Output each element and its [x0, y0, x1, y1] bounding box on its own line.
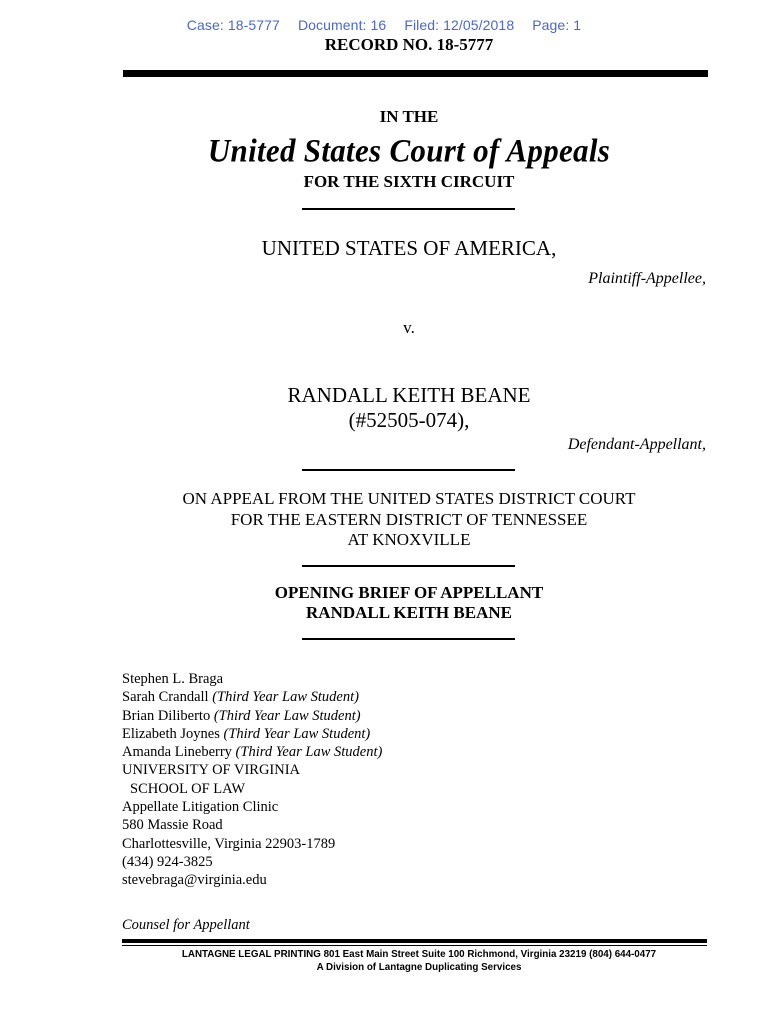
appeal-line-2: FOR THE EASTERN DISTRICT OF TENNESSEE [230, 509, 588, 529]
school-name: UNIVERSITY OF VIRGINIA [122, 762, 301, 779]
printer-line-1: LANTAGNE LEGAL PRINTING 801 East Main Street Suite 100 Richmond, Virginia 23219 (804) 644-0477 [181, 949, 657, 960]
student-note: (Third Year Law Student) [212, 689, 359, 706]
brief-title [0, 583, 768, 623]
email-address: stevebraga@virginia.edu [122, 872, 267, 889]
student-entry [122, 725, 382, 743]
student-entry [122, 688, 382, 706]
plaintiff-name: UNITED STATES OF AMERICA, [261, 236, 557, 260]
divider-appeal [302, 565, 515, 567]
student-entry [122, 707, 382, 725]
plaintiff-role: Plaintiff-Appellee, [588, 270, 706, 287]
student-note: (Third Year Law Student) [213, 707, 361, 724]
appeal-line-1: ON APPEAL FROM THE UNITED STATES DISTRICT COURT [182, 489, 636, 508]
defendant-number: (#52505-074), [348, 408, 470, 432]
in-the-heading: IN THE [379, 107, 439, 126]
footer-rule-thick [122, 939, 707, 943]
student-entry [122, 743, 382, 761]
divider-parties [302, 469, 515, 471]
clinic-name: Appellate Litigation Clinic [122, 799, 279, 816]
defendant-role: Defendant-Appellant, [567, 436, 706, 453]
school-name-line-2: SCHOOL OF LAW [130, 780, 246, 797]
city-address: Charlottesville, Virginia 22903-1789 [122, 835, 336, 852]
divider-brief [302, 638, 515, 640]
divider-court [302, 208, 515, 210]
footer-rule-thin [122, 945, 707, 946]
student-note: (Third Year Law Student) [235, 744, 383, 761]
counsel-block [122, 670, 382, 890]
counsel-role: Counsel for Appellant [122, 917, 250, 933]
circuit-heading: FOR THE SIXTH CIRCUIT [303, 172, 515, 191]
printer-line-2: A Division of Lantagne Duplicating Services [316, 962, 522, 973]
defendant-name: RANDALL KEITH BEANE [287, 383, 531, 407]
attorney-name: Stephen L. Braga [122, 671, 224, 687]
student-name: Amanda Lineberry [122, 744, 232, 761]
brief-title-line-2: RANDALL KEITH BEANE [306, 603, 512, 622]
brief-title-line-1: OPENING BRIEF OF APPELLANT [274, 583, 544, 602]
stamp-case: Case: 18-5777 [186, 17, 280, 33]
record-number: RECORD NO. 18-5777 [324, 35, 494, 54]
stamp-filed: Filed: 12/05/2018 [404, 17, 515, 33]
stamp-document: Document: 16 [297, 17, 387, 33]
header-rule [123, 70, 708, 77]
student-name: Elizabeth Joynes [122, 725, 220, 742]
phone-number: (434) 924-3825 [122, 853, 213, 870]
appeal-line-3: AT KNOXVILLE [347, 530, 471, 549]
filing-stamp [0, 17, 768, 33]
appeal-origin [0, 489, 768, 551]
student-note: (Third Year Law Student) [223, 725, 371, 742]
stamp-page: Page: 1 [532, 17, 582, 33]
versus-label: v. [403, 318, 415, 337]
student-name: Brian Diliberto [122, 707, 211, 724]
court-name: United States Court of Appeals [207, 132, 611, 169]
street-address: 580 Massie Road [122, 817, 223, 834]
student-name: Sarah Crandall [122, 689, 209, 706]
printer-footer [0, 948, 768, 974]
